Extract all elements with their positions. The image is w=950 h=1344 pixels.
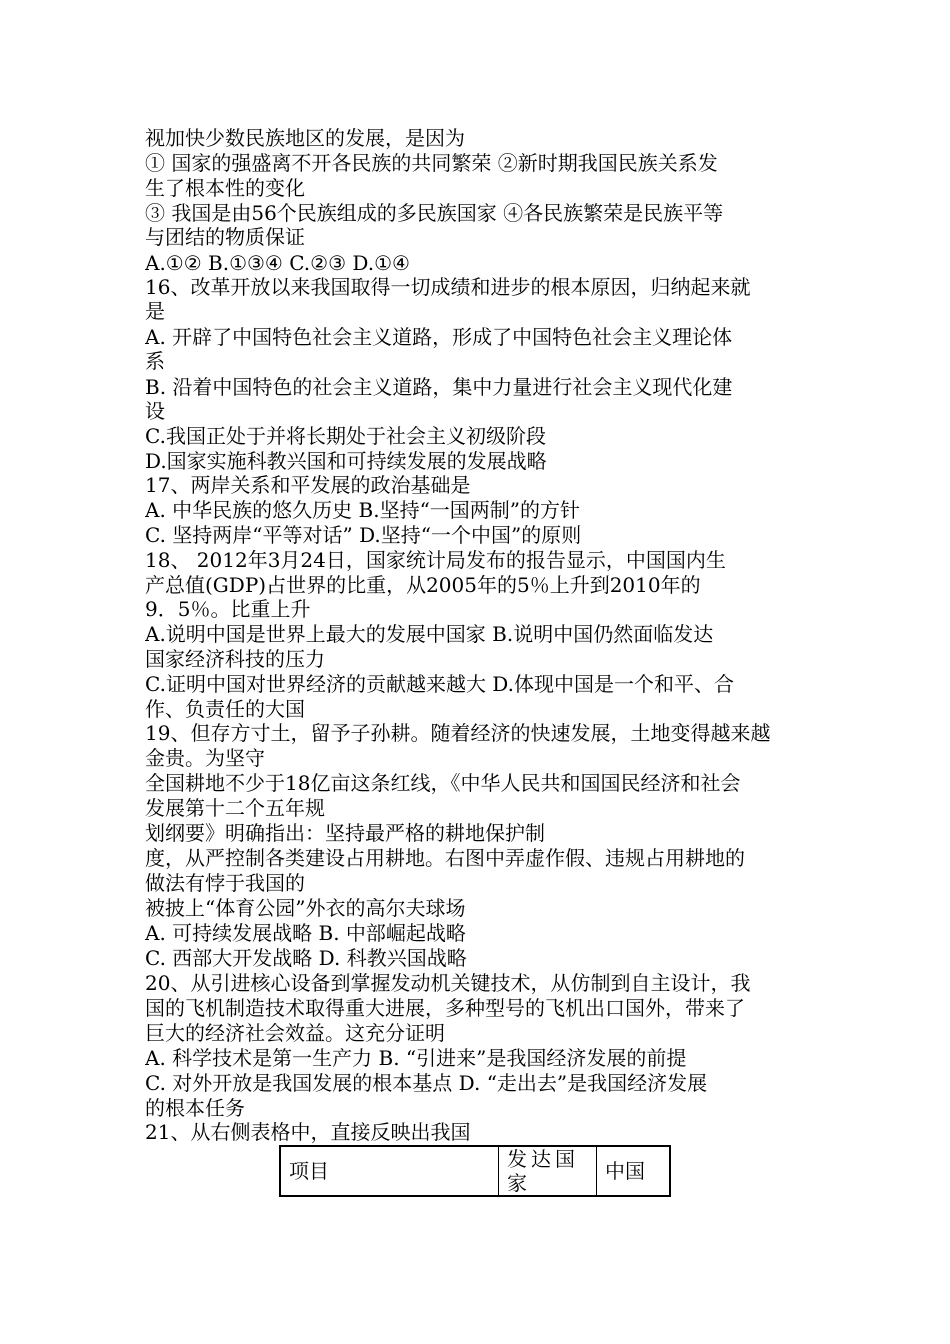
text-line: A.①② B.①③④ C.②③ D.①④ bbox=[145, 251, 410, 275]
text-line: 20、从引进核心设备到掌握发动机关键技术，从仿制到自主设计，我 bbox=[145, 971, 751, 995]
text-line: 国家经济科技的压力 bbox=[145, 647, 325, 671]
text-line: C. 对外开放是我国发展的根本基点 D. “走出去”是我国经济发展 bbox=[145, 1071, 708, 1095]
text-line: 被披上“体育公园”外衣的高尔夫球场 bbox=[145, 896, 466, 920]
text-line: 19、但存方寸土，留予子孙耕。随着经济的快速发展，土地变得越来越 bbox=[145, 721, 771, 745]
text-line: C. 坚持两岸“平等对话” D.坚持“一个中国”的原则 bbox=[145, 523, 582, 547]
text-line: A. 可持续发展战略 B. 中部崛起战略 bbox=[145, 921, 466, 945]
text-line: A.说明中国是世界上最大的发展中国家 B.说明中国仍然面临发达 bbox=[145, 622, 714, 646]
table-header-developed: 发达国家 bbox=[499, 1147, 597, 1195]
text-line: 18、 2012年3月24日，国家统计局发布的报告显示，中国国内生 bbox=[145, 548, 726, 572]
text-line: 16、改革开放以来我国取得一切成绩和进步的根本原因，归纳起来就 bbox=[145, 275, 751, 299]
text-line: 生了根本性的变化 bbox=[145, 176, 305, 200]
text-line: A. 中华民族的悠久历史 B.坚持“一国两制”的方针 bbox=[145, 498, 581, 522]
text-line: D.国家实施科教兴国和可持续发展的发展战略 bbox=[145, 449, 547, 473]
table-header-china: 中国 bbox=[605, 1159, 645, 1183]
text-line: 系 bbox=[145, 349, 165, 373]
text-line: C.我国正处于并将长期处于社会主义初级阶段 bbox=[145, 424, 546, 448]
comparison-table bbox=[279, 1145, 671, 1197]
text-line: 度，从严控制各类建设占用耕地。右图中弄虚作假、违规占用耕地的 bbox=[145, 846, 745, 870]
text-line: A. 科学技术是第一生产力 B. “引进来”是我国经济发展的前提 bbox=[145, 1046, 687, 1070]
text-line: 9．5％。比重上升 bbox=[145, 597, 311, 621]
table-header-item: 项目 bbox=[281, 1147, 499, 1195]
text-line: 是 bbox=[145, 299, 165, 323]
text-line: 全国耕地不少于18亿亩这条红线，《中华人民共和国国民经济和社会 bbox=[145, 771, 741, 795]
text-line: 国的飞机制造技术取得重大进展，多种型号的飞机出口国外，带来了 bbox=[145, 996, 745, 1020]
text-line: 巨大的经济社会效益。这充分证明 bbox=[145, 1021, 445, 1045]
text-line: 设 bbox=[145, 399, 165, 423]
text-line: A. 开辟了中国特色社会主义道路，形成了中国特色社会主义理论体 bbox=[145, 325, 733, 349]
text-line: ① 国家的强盛离不开各民族的共同繁荣 ②新时期我国民族关系发 bbox=[145, 151, 718, 175]
text-line: 17、两岸关系和平发展的政治基础是 bbox=[145, 473, 471, 497]
text-line: C. 西部大开发战略 D. 科教兴国战略 bbox=[145, 946, 467, 970]
text-line: 与团结的物质保证 bbox=[145, 225, 305, 249]
text-line: 发展第十二个五年规 bbox=[145, 796, 325, 820]
text-line: 产总值(GDP)占世界的比重，从2005年的5％上升到2010年的 bbox=[145, 573, 701, 597]
text-line: 做法有悖于我国的 bbox=[145, 871, 305, 895]
text-line: 划纲要》明确指出：坚持最严格的耕地保护制 bbox=[145, 821, 545, 845]
text-line: 金贵。为坚守 bbox=[145, 746, 265, 770]
text-line: 21、从右侧表格中，直接反映出我国 bbox=[145, 1120, 471, 1144]
text-line: 作、负责任的大国 bbox=[145, 697, 305, 721]
text-line: 视加快少数民族地区的发展，是因为 bbox=[145, 126, 465, 150]
text-line: B. 沿着中国特色的社会主义道路，集中力量进行社会主义现代化建 bbox=[145, 375, 733, 399]
text-line: 的根本任务 bbox=[145, 1096, 245, 1120]
text-line: C.证明中国对世界经济的贡献越来越大 D.体现中国是一个和平、合 bbox=[145, 672, 734, 696]
text-line: ③ 我国是由56个民族组成的多民族国家 ④各民族繁荣是民族平等 bbox=[145, 201, 724, 225]
